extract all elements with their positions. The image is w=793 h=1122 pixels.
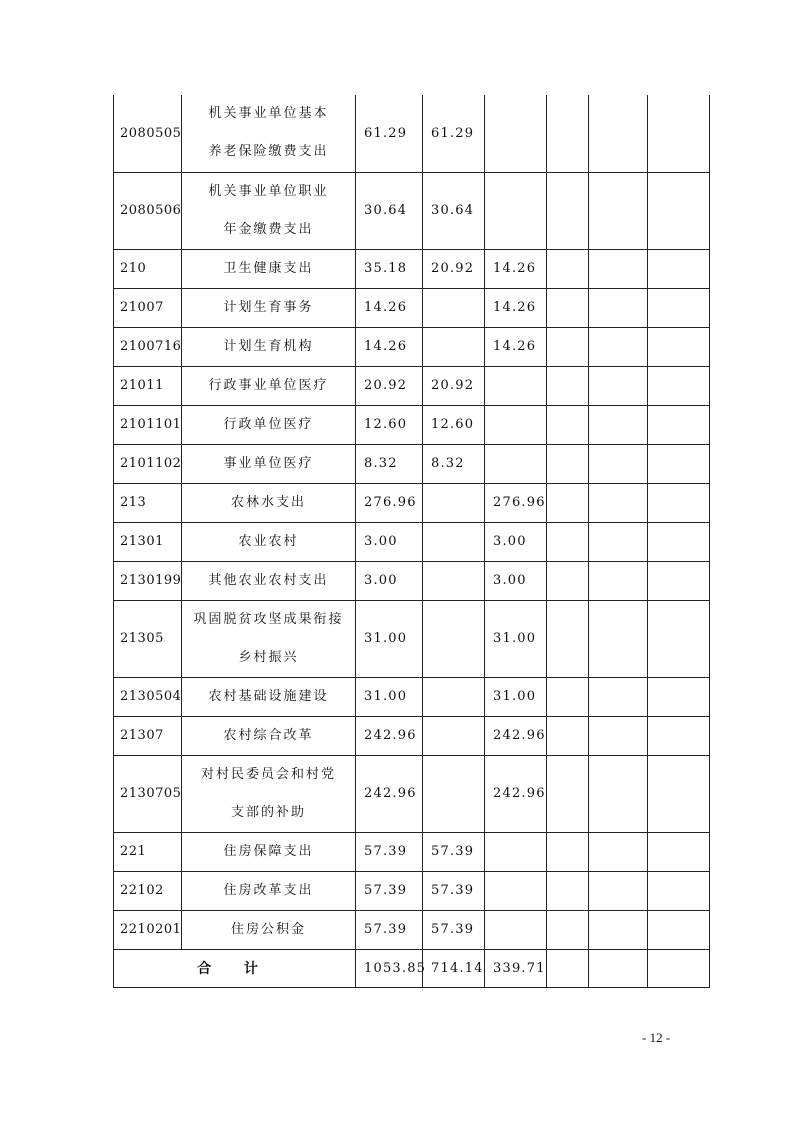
- row-col5: [589, 755, 648, 832]
- row-name: 农村综合改革: [182, 716, 356, 755]
- row-col5: [589, 95, 648, 172]
- table-row: [114, 483, 710, 522]
- row-name-line: 乡村振兴: [238, 649, 299, 665]
- row-name: [182, 172, 356, 249]
- row-code: 213: [114, 483, 182, 522]
- row-col4: [547, 249, 589, 288]
- row-col4: [547, 561, 589, 600]
- row-code: 2130705: [114, 755, 182, 832]
- row-col4: [547, 405, 589, 444]
- row-col6: [648, 910, 710, 949]
- total-sum: 1053.85: [356, 949, 423, 987]
- total-basic: 714.14: [423, 949, 485, 987]
- table-row: [114, 288, 710, 327]
- table-row: [114, 600, 710, 677]
- row-name: 计划生育机构: [182, 327, 356, 366]
- row-col5: [589, 561, 648, 600]
- row-code: 221: [114, 832, 182, 871]
- row-total: 35.18: [356, 249, 423, 288]
- row-name: 住房改革支出: [182, 871, 356, 910]
- row-name: [182, 755, 356, 832]
- row-col5: [589, 405, 648, 444]
- row-code: 2100716: [114, 327, 182, 366]
- row-code: 21007: [114, 288, 182, 327]
- row-total: 61.29: [356, 95, 423, 172]
- row-col4: [547, 483, 589, 522]
- row-project: [485, 832, 547, 871]
- row-name: 卫生健康支出: [182, 249, 356, 288]
- row-project: 242.96: [485, 716, 547, 755]
- row-total: 276.96: [356, 483, 423, 522]
- row-col6: [648, 871, 710, 910]
- row-col6: [648, 755, 710, 832]
- table-row: [114, 366, 710, 405]
- row-name: 事业单位医疗: [182, 444, 356, 483]
- row-col4: [547, 288, 589, 327]
- row-project: [485, 172, 547, 249]
- row-col6: [648, 288, 710, 327]
- row-col4: [547, 832, 589, 871]
- total-row: [114, 949, 710, 987]
- row-basic: 57.39: [423, 871, 485, 910]
- table-row: [114, 444, 710, 483]
- row-col6: [648, 483, 710, 522]
- row-col6: [648, 444, 710, 483]
- row-project: 14.26: [485, 288, 547, 327]
- row-total: 3.00: [356, 561, 423, 600]
- row-code: 2101102: [114, 444, 182, 483]
- row-col6: [648, 327, 710, 366]
- table-row: [114, 95, 710, 172]
- row-project: 276.96: [485, 483, 547, 522]
- row-col5: [589, 716, 648, 755]
- row-col4: [547, 910, 589, 949]
- row-basic: 20.92: [423, 249, 485, 288]
- table-row: [114, 677, 710, 716]
- row-col5: [589, 832, 648, 871]
- row-code: 21307: [114, 716, 182, 755]
- row-col6: [648, 249, 710, 288]
- table-row: [114, 172, 710, 249]
- row-basic: [423, 561, 485, 600]
- row-project: 31.00: [485, 600, 547, 677]
- row-col5: [589, 600, 648, 677]
- budget-table: [113, 95, 710, 988]
- row-name-line: 机关事业单位基本: [208, 106, 329, 122]
- row-project: [485, 871, 547, 910]
- row-project: 242.96: [485, 755, 547, 832]
- row-col5: [589, 910, 648, 949]
- row-basic: 30.64: [423, 172, 485, 249]
- row-col5: [589, 172, 648, 249]
- row-total: 14.26: [356, 288, 423, 327]
- row-total: 14.26: [356, 327, 423, 366]
- total-col6: [648, 949, 710, 987]
- row-basic: [423, 483, 485, 522]
- row-basic: [423, 755, 485, 832]
- row-total: 242.96: [356, 716, 423, 755]
- row-col6: [648, 95, 710, 172]
- row-col5: [589, 677, 648, 716]
- row-basic: 57.39: [423, 832, 485, 871]
- row-code: 21011: [114, 366, 182, 405]
- row-basic: 57.39: [423, 910, 485, 949]
- row-total: 242.96: [356, 755, 423, 832]
- table-row: [114, 832, 710, 871]
- row-code: 2210201: [114, 910, 182, 949]
- row-basic: 8.32: [423, 444, 485, 483]
- row-col4: [547, 716, 589, 755]
- row-project: 31.00: [485, 677, 547, 716]
- row-name-line: 年金缴费支出: [223, 221, 314, 237]
- row-col6: [648, 600, 710, 677]
- row-project: [485, 444, 547, 483]
- row-basic: 20.92: [423, 366, 485, 405]
- row-project: 3.00: [485, 522, 547, 561]
- row-total: 57.39: [356, 832, 423, 871]
- row-name: 计划生育事务: [182, 288, 356, 327]
- row-col5: [589, 249, 648, 288]
- row-total: 31.00: [356, 600, 423, 677]
- row-code: 21301: [114, 522, 182, 561]
- row-col4: [547, 366, 589, 405]
- row-name: 农林水支出: [182, 483, 356, 522]
- row-col4: [547, 327, 589, 366]
- row-total: 57.39: [356, 910, 423, 949]
- row-code: 2101101: [114, 405, 182, 444]
- row-name-line: 对村民委员会和村党: [200, 766, 336, 782]
- row-code: 2080505: [114, 95, 182, 172]
- row-col4: [547, 95, 589, 172]
- row-col6: [648, 366, 710, 405]
- row-col4: [547, 755, 589, 832]
- row-name: 行政事业单位医疗: [182, 366, 356, 405]
- row-name: [182, 600, 356, 677]
- row-name: 行政单位医疗: [182, 405, 356, 444]
- total-col4: [547, 949, 589, 987]
- row-project: [485, 95, 547, 172]
- row-col4: [547, 600, 589, 677]
- table-row: [114, 405, 710, 444]
- row-col5: [589, 366, 648, 405]
- row-total: 12.60: [356, 405, 423, 444]
- page-number: - 12 -: [642, 1030, 671, 1045]
- row-total: 31.00: [356, 677, 423, 716]
- row-col4: [547, 172, 589, 249]
- row-code: 210: [114, 249, 182, 288]
- total-project: 339.71: [485, 949, 547, 987]
- row-col5: [589, 871, 648, 910]
- row-col6: [648, 832, 710, 871]
- table-row: [114, 327, 710, 366]
- row-basic: [423, 327, 485, 366]
- row-code: 2130504: [114, 677, 182, 716]
- table-row: [114, 871, 710, 910]
- row-col5: [589, 522, 648, 561]
- row-name: [182, 95, 356, 172]
- row-total: 8.32: [356, 444, 423, 483]
- table-row: [114, 249, 710, 288]
- row-total: 20.92: [356, 366, 423, 405]
- row-col6: [648, 522, 710, 561]
- row-basic: [423, 716, 485, 755]
- table-row: [114, 561, 710, 600]
- row-basic: [423, 522, 485, 561]
- row-col6: [648, 716, 710, 755]
- row-col6: [648, 561, 710, 600]
- table-row: [114, 716, 710, 755]
- row-name: 住房保障支出: [182, 832, 356, 871]
- row-code: 2080506: [114, 172, 182, 249]
- row-total: 3.00: [356, 522, 423, 561]
- row-col4: [547, 871, 589, 910]
- row-col5: [589, 288, 648, 327]
- row-col5: [589, 483, 648, 522]
- row-project: 3.00: [485, 561, 547, 600]
- table-row: [114, 910, 710, 949]
- row-basic: [423, 288, 485, 327]
- row-col6: [648, 405, 710, 444]
- table-body: [114, 95, 710, 987]
- row-total: 30.64: [356, 172, 423, 249]
- row-basic: 12.60: [423, 405, 485, 444]
- row-code: 21305: [114, 600, 182, 677]
- row-col5: [589, 327, 648, 366]
- row-name: 农村基础设施建设: [182, 677, 356, 716]
- row-name: 其他农业农村支出: [182, 561, 356, 600]
- total-label: 合 计: [114, 949, 356, 987]
- row-col4: [547, 677, 589, 716]
- row-basic: 61.29: [423, 95, 485, 172]
- row-project: [485, 366, 547, 405]
- row-col5: [589, 444, 648, 483]
- row-name-line: 巩固脱贫攻坚成果衔接: [193, 611, 344, 627]
- table-row: [114, 522, 710, 561]
- row-basic: [423, 600, 485, 677]
- row-name: 住房公积金: [182, 910, 356, 949]
- row-code: 2130199: [114, 561, 182, 600]
- row-col6: [648, 677, 710, 716]
- row-name-line: 支部的补助: [230, 804, 306, 820]
- row-name-line: 机关事业单位职业: [208, 183, 329, 199]
- row-basic: [423, 677, 485, 716]
- row-project: 14.26: [485, 249, 547, 288]
- row-col4: [547, 522, 589, 561]
- row-code: 22102: [114, 871, 182, 910]
- row-project: 14.26: [485, 327, 547, 366]
- row-total: 57.39: [356, 871, 423, 910]
- total-col5: [589, 949, 648, 987]
- row-name: 农业农村: [182, 522, 356, 561]
- row-project: [485, 405, 547, 444]
- row-col6: [648, 172, 710, 249]
- table-row: [114, 755, 710, 832]
- row-col4: [547, 444, 589, 483]
- row-project: [485, 910, 547, 949]
- row-name-line: 养老保险缴费支出: [208, 144, 329, 160]
